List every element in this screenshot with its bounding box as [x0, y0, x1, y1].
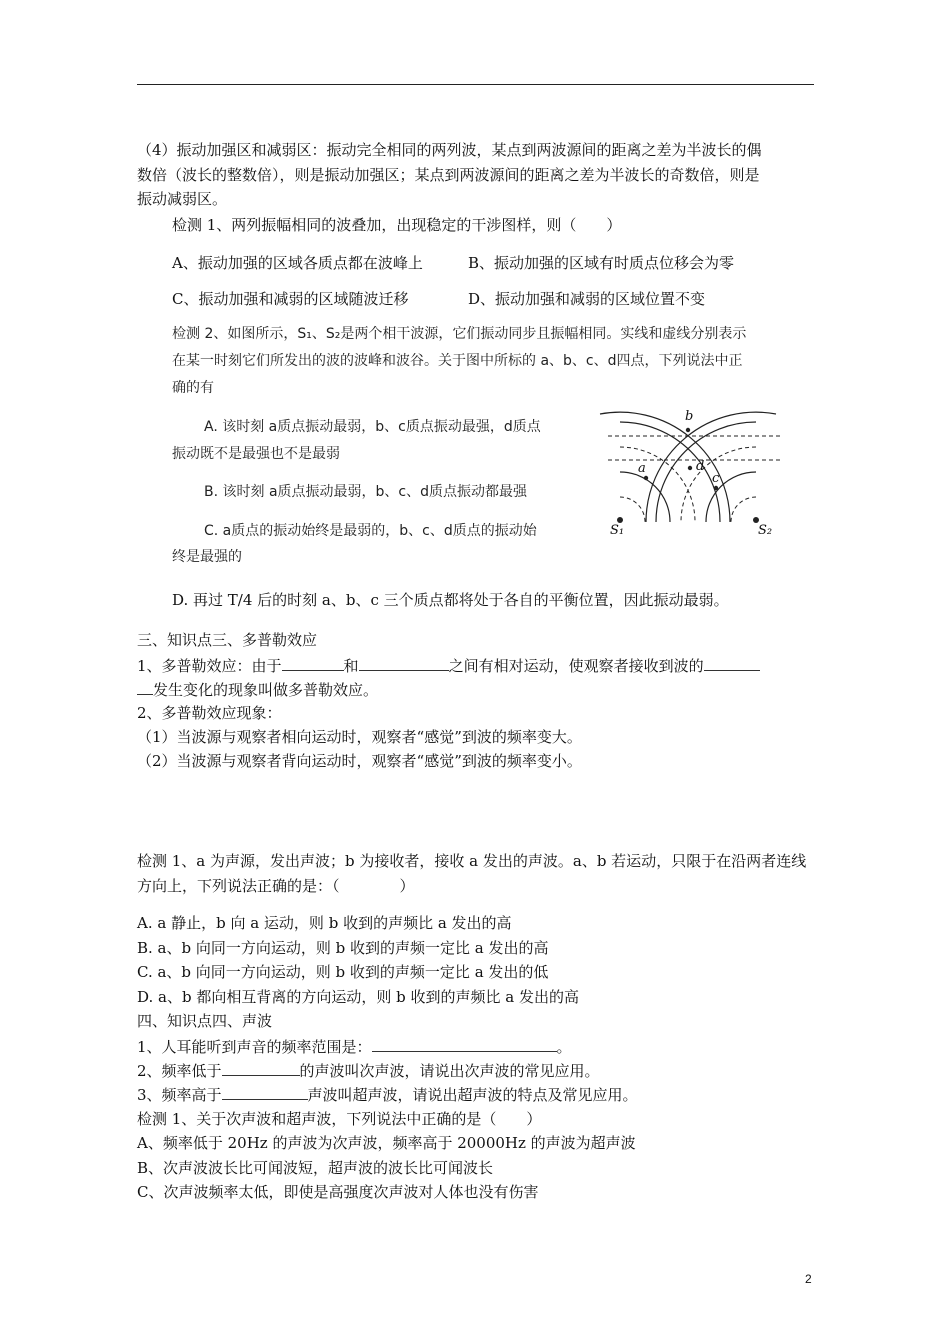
- blank-3-cont[interactable]: [137, 680, 153, 695]
- q1-option-a: A、振动加强的区域各质点都在波峰上: [172, 254, 423, 272]
- blank-3[interactable]: [704, 656, 760, 671]
- q2-line2: 在某一时刻它们所发出的波的波峰和波谷。关于图中所标的 a、b、c、d四点，下列说法中正: [172, 353, 743, 369]
- interference-diagram: [598, 400, 788, 540]
- q3-option-c: C. a、b 向同一方向运动，则 b 收到的声频一定比 a 发出的低: [137, 963, 549, 981]
- q2-option-a-line2: 振动既不是最强也不是最弱: [172, 446, 340, 462]
- sec4-line1: （4）振动加强区和减弱区：振动完全相同的两列波，某点到两波源间的距离之差为半波长的偶: [137, 141, 762, 159]
- sec4-line3: 振动减弱区。: [137, 190, 228, 208]
- label-c: c: [712, 471, 720, 486]
- sec3-p1: [137, 656, 760, 675]
- q2-line1: 检测 2、如图所示，S₁、S₂是两个相干波源，它们振动同步且振幅相同。实线和虚线分别表示: [172, 326, 747, 342]
- q2-option-b: B. 该时刻 a质点振动最弱，b、c、d质点振动都最强: [204, 484, 528, 500]
- blank-6[interactable]: [222, 1085, 308, 1100]
- sec3-p1-part1: 1、多普勒效应：由于: [137, 657, 282, 675]
- label-d: d: [696, 459, 705, 474]
- sec4b-p3-part2: 声波叫超声波，请说出超声波的特点及常见应用。: [307, 1086, 638, 1104]
- label-s2: S₂: [758, 523, 773, 538]
- sec4b-p1-part1: 1、人耳能听到声音的频率范围是：: [137, 1038, 372, 1056]
- blank-5[interactable]: [222, 1061, 300, 1076]
- sec4b-p2-part1: 2、频率低于: [137, 1062, 222, 1080]
- q4-option-b: B、次声波波长比可闻波短，超声波的波长比可闻波长: [137, 1159, 494, 1177]
- q4-option-a: A、频率低于 20Hz 的声波为次声波，频率高于 20000Hz 的声波为超声波: [137, 1134, 636, 1152]
- sec4b-p2: [137, 1061, 600, 1080]
- label-s1: S₁: [610, 523, 625, 538]
- q3-line2: 方向上，下列说法正确的是：（ ）: [137, 877, 415, 895]
- s2-trough-1: [731, 497, 756, 522]
- q3-option-d: D. a、b 都向相互背离的方向运动，则 b 收到的声频比 a 发出的高: [137, 988, 579, 1006]
- sec4b-p3-part1: 3、频率高于: [137, 1086, 222, 1104]
- sec3-title: 三、知识点三、多普勒效应: [137, 631, 318, 649]
- blank-4[interactable]: [372, 1037, 557, 1052]
- point-a-dot: [644, 476, 648, 480]
- q4-stem: 检测 1、关于次声波和超声波，下列说法中正确的是（ ）: [137, 1110, 542, 1128]
- sec4b-p1: [137, 1037, 572, 1056]
- page-number: 2: [805, 1272, 812, 1286]
- q3-option-a: A. a 静止，b 向 a 运动，则 b 收到的声频比 a 发出的高: [137, 914, 512, 932]
- q1-option-b: B、振动加强的区域有时质点位移会为零: [468, 254, 735, 272]
- point-d-dot: [688, 466, 692, 470]
- label-a: a: [638, 461, 646, 476]
- q1-option-c: C、振动加强和减弱的区域随波迁移: [172, 290, 409, 308]
- sec3-p2: 2、多普勒效应现象：: [137, 704, 282, 722]
- s1-trough-1: [620, 497, 645, 522]
- sec3-p1-part2: 和: [343, 657, 359, 675]
- sec4b-p1-part2: 。: [556, 1038, 572, 1056]
- header-rule: [137, 84, 814, 85]
- blank-2[interactable]: [359, 656, 449, 671]
- s2-crest-3: [646, 412, 776, 522]
- q2-option-c-line2: 终是最强的: [172, 549, 242, 565]
- sec4-line2: 数倍（波长的整数倍），则是振动加强区；某点到两波源间的距离之差为半波长的奇数倍，则是: [137, 166, 760, 184]
- q1-option-d: D、振动加强和减弱的区域位置不变: [468, 290, 706, 308]
- q1-stem: 检测 1、两列振幅相同的波叠加，出现稳定的干涉图样，则（ ）: [172, 216, 622, 234]
- q2-option-a-line1: A. 该时刻 a质点振动最弱，b、c质点振动最强，d质点: [204, 419, 541, 435]
- q2-line3: 确的有: [172, 380, 214, 396]
- label-b: b: [685, 409, 694, 424]
- point-b-dot: [686, 428, 690, 432]
- blank-1[interactable]: [282, 656, 344, 671]
- sec4b-p2-part2: 的声波叫次声波，请说出次声波的常见应用。: [299, 1062, 600, 1080]
- point-c-dot: [714, 486, 718, 490]
- sec3-p1-part3: 之间有相对运动，使观察者接收到波的: [448, 657, 704, 675]
- s1-trough-2: [620, 447, 695, 522]
- q4-option-c: C、次声波频率太低，即使是高强度次声波对人体也没有伤害: [137, 1183, 539, 1201]
- q2-option-d: D. 再过 T/4 后的时刻 a、b、c 三个质点都将处于各自的平衡位置，因此振动最弱。: [172, 591, 729, 609]
- sec4b-title: 四、知识点四、声波: [137, 1012, 273, 1030]
- q2-option-c-line1: C. a质点的振动始终是最弱的，b、c、d质点的振动始: [204, 523, 537, 539]
- q3-option-b: B. a、b 向同一方向运动，则 b 收到的声频一定比 a 发出的高: [137, 939, 549, 957]
- sec3-p1-part4: 发生变化的现象叫做多普勒效应。: [153, 681, 379, 699]
- sec4b-p3: [137, 1085, 638, 1104]
- q3-line1: 检测 1、a 为声源，发出声波；b 为接收者，接收 a 发出的声波。a、b 若运动，只限于在沿两者连线: [137, 852, 807, 870]
- s1-crest-3: [600, 412, 730, 522]
- sec3-p4: （2）当波源与观察者背向运动时，观察者“感觉”到波的频率变小。: [137, 752, 582, 770]
- sec3-p3: （1）当波源与观察者相向运动时，观察者“感觉”到波的频率变大。: [137, 728, 582, 746]
- sec3-p1-cont: [137, 680, 378, 699]
